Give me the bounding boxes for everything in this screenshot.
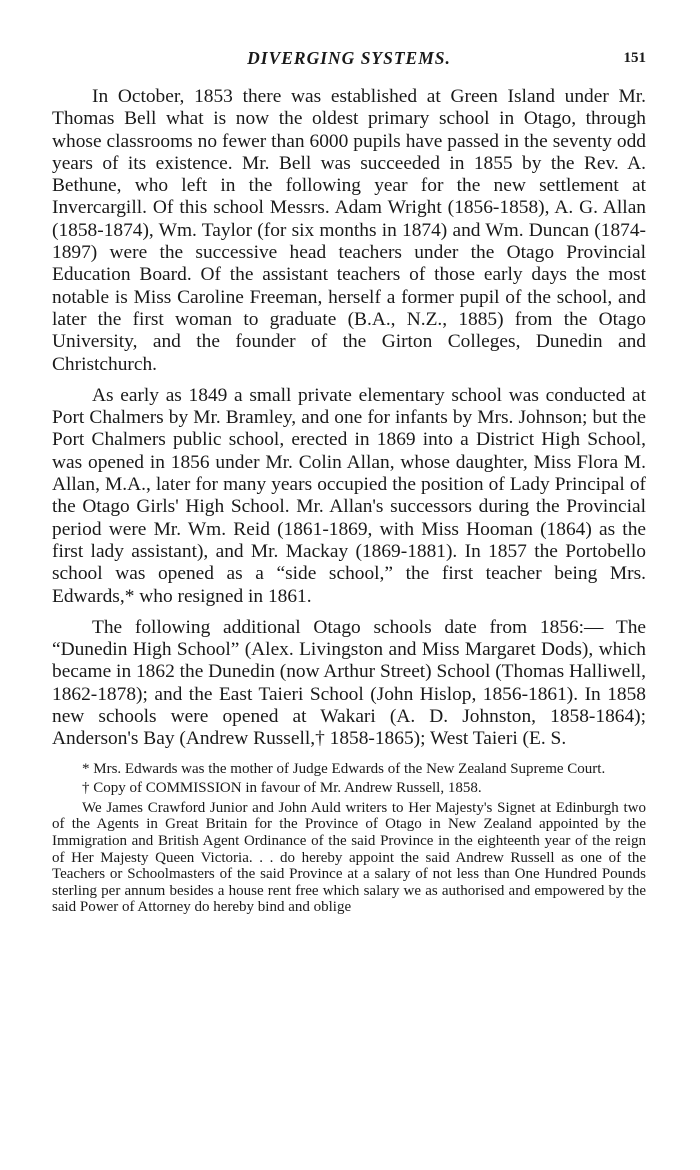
footnote-commission-text: We James Crawford Junior and John Auld writers to Her Majesty's Signet at Edinburgh two of the Agents in Great Britain for the Province of Otago in New Zealand appointed by the Immigration and British Agent Ordinance of the said Province in the eighteenth year of the reign of Her Majesty Queen Victoria. . . do hereby appoint the said Andrew Russell as one of the Teachers or Schoolmasters of the said Province at a salary of not less than One Hundred Pounds sterling per annum besides a house rent free which salary we as authorised and empowered by the said Power of Attorney do hereby bind and oblige [52, 799, 646, 916]
page-number: 151 [623, 50, 646, 66]
footnotes [52, 761, 646, 916]
footnote-edwards: * Mrs. Edwards was the mother of Judge Edwards of the New Zealand Supreme Court. [82, 760, 606, 777]
page-header [52, 48, 646, 78]
paragraph-green-island: In October, 1853 there was established at Green Island under Mr. Thomas Bell what is now the oldest primary school in Otago, through whose classrooms no fewer than 6000 pupils have passed in the seventy odd years of its existence. Mr. Bell was succeeded in 1855 by the Rev. A. Bethune, who left in the following year for the new settlement at Invercargill. Of this school Messrs. Adam Wright (1856-1858), A. G. Allan (1858-1874), Wm. Taylor (for six months in 1874) and Wm. Duncan (1874-1897) were the successive head teachers under the Otago Provincial Education Board. Of the assistant teachers of those early days the most notable is Miss Caroline Freeman, herself a former pupil of the school, and later the first woman to graduate (B.A., N.Z., 1885) from the Otago University, and the founder of the Girton Colleges, Dunedin and Christchurch. [52, 86, 646, 375]
running-title: DIVERGING SYSTEMS. [247, 48, 451, 68]
footnote-commission-title: † Copy of COMMISSION in favour of Mr. Andrew Russell, 1858. [82, 780, 482, 797]
page-body [52, 86, 646, 919]
paragraph-port-chalmers: As early as 1849 a small private elementary school was conducted at Port Chalmers by Mr. Bramley, and one for infants by Mrs. Johnson; but the Port Chalmers public school, erected in 1869 into a District High School, was opened in 1856 under Mr. Colin Allan, whose daughter, Miss Flora M. Allan, M.A., later for many years occupied the position of Lady Principal of the Otago Girls' High School. Mr. Allan's successors during the Provincial period were Mr. Wm. Reid (1861-1869, with Miss Hooman (1864) as the first lady assistant), and Mr. Mackay (1869-1881). In 1857 the Portobello school was opened as a “side school,” the first teacher being Mrs. Edwards,* who resigned in 1861. [52, 384, 646, 607]
paragraph-additional-schools: The following additional Otago schools date from 1856:— The “Dunedin High School” (Alex. Livingston and Miss Margaret Dods), which became in 1862 the Dunedin (now Arthur Street) School (Thomas Halliwell, 1862-1878); and the East Taieri School (John Hislop, 1856-1861). In 1858 new schools were opened at Wakari (A. D. Johnston, 1858-1864); Anderson's Bay (Andrew Russell,† 1858-1865); West Taieri (E. S. [52, 616, 646, 750]
